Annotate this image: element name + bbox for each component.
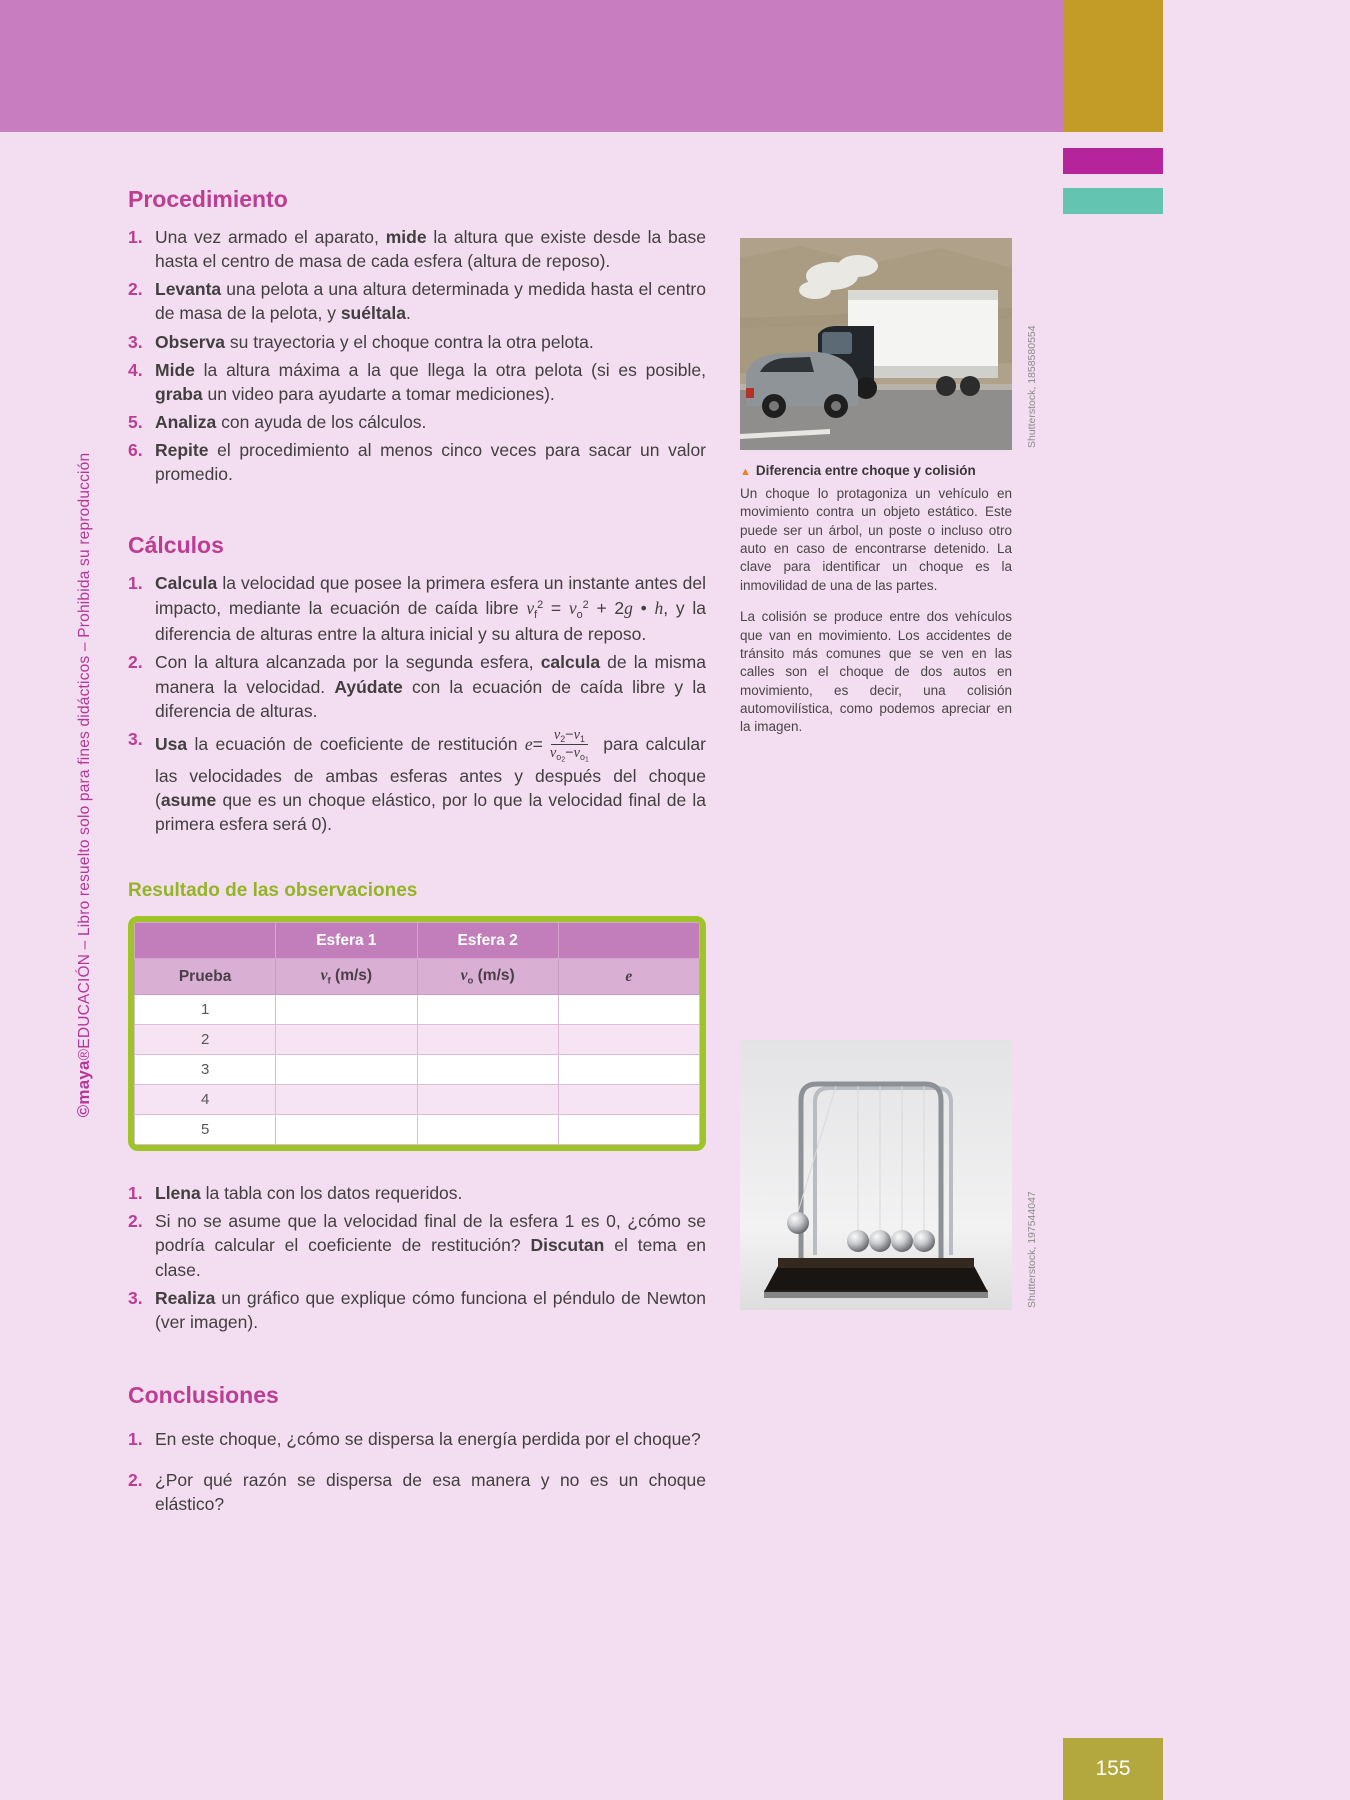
accent-bar-teal [1063, 188, 1163, 214]
list-item-text: Una vez armado el aparato, mide la altura que existe desde la base hasta el centro de masa de cada esfera (altura de reposo). [155, 227, 706, 272]
table-column-header: $v_f$ (m/s) [276, 959, 417, 995]
list-item-number: 2. [128, 1211, 143, 1232]
table-group-header: Esfera 2 [417, 923, 558, 959]
list-item [128, 650, 706, 722]
table-empty-cell [558, 1115, 699, 1145]
caption-title: Diferencia entre choque y colisión [755, 463, 976, 478]
list-item-number: 6. [128, 440, 143, 461]
list-item-text: Llena la tabla con los datos requeridos. [155, 1183, 463, 1204]
list-item-text: Calcula la velocidad que posee la primera esfera un instante antes del impacto, mediante la ecuación de caída libre $v_f^2 = v_o^2 + 2g$ • h, y la diferencia de alturas entre la altura inicial y su altura de reposo. [155, 573, 706, 645]
table-empty-cell [276, 1025, 417, 1055]
main-content [128, 186, 706, 1533]
list-item-text: Si no se asume que la velocidad final de la esfera 1 es 0, ¿cómo se podría calcular el coeficiente de restitución? Discutan el tema en clase. [155, 1211, 706, 1280]
table-row-label: 1 [135, 995, 276, 1025]
section-heading-resultados: Resultado de las observaciones [128, 880, 418, 902]
list-item-number: 4. [128, 359, 143, 380]
list-item [128, 571, 706, 646]
photo-credit-truck: Shutterstock, 1858580554 [1026, 325, 1038, 448]
list-item [128, 330, 706, 354]
list-item [128, 410, 706, 434]
table-group-header [558, 923, 699, 959]
table-empty-cell [276, 1085, 417, 1115]
list-item-number: 2. [128, 1470, 143, 1491]
newtons-cradle-photo [740, 1040, 1012, 1310]
page-number [1063, 1738, 1163, 1800]
table-empty-cell [417, 1055, 558, 1085]
table-row [135, 1085, 700, 1115]
page-number-text: 155 [1095, 1757, 1131, 1780]
section-heading-conclusiones: Conclusiones [128, 1381, 279, 1408]
table-row [135, 1025, 700, 1055]
table-column-header: $v_o$ (m/s) [417, 959, 558, 995]
table-empty-cell [417, 1025, 558, 1055]
results-table [128, 916, 706, 1151]
copyright-sidebar [74, 453, 94, 1118]
table-empty-cell [558, 1085, 699, 1115]
table-group-header: Esfera 1 [276, 923, 417, 959]
calculos-list [128, 571, 706, 836]
table-row-label: 3 [135, 1055, 276, 1085]
list-item-text: Analiza con ayuda de los cálculos. [155, 411, 427, 432]
list-item-text: Observa su trayectoria y el choque contra la otra pelota. [155, 331, 594, 352]
list-item-number: 3. [128, 728, 143, 749]
table-empty-cell [276, 995, 417, 1025]
table-empty-cell [276, 1055, 417, 1085]
conclusiones-list [128, 1427, 706, 1516]
corner-accent-gold [1063, 0, 1163, 132]
list-item-text: Mide la altura máxima a la que llega la otra pelota (si es posible, graba un video para ayudarte a tomar mediciones). [155, 359, 706, 404]
table-row [135, 1115, 700, 1145]
photo-caption [740, 463, 1012, 737]
table-row-label: 5 [135, 1115, 276, 1145]
copyright-text: ®EDUCACIÓN – Libro resuelto solo para fines didácticos – Prohibida su reproducción [76, 452, 93, 1061]
list-item [128, 1181, 706, 1205]
list-item [128, 438, 706, 486]
list-item-number: 5. [128, 411, 143, 432]
table-column-header: e [558, 959, 699, 995]
list-item [128, 1427, 706, 1451]
photo-credit-cradle: Shutterstock, 197544047 [1026, 1191, 1038, 1308]
section-heading-procedimiento: Procedimiento [128, 186, 288, 212]
list-item-text: En este choque, ¿cómo se dispersa la energía perdida por el choque? [155, 1428, 701, 1449]
table-empty-cell [558, 995, 699, 1025]
section-heading-calculos: Cálculos [128, 532, 224, 559]
list-item-text: Con la altura alcanzada por la segunda esfera, calcula de la misma manera la velocidad. Ayúdate con la ecuación de caída libre y la diferencia de alturas. [155, 652, 706, 721]
table-column-header: Prueba [135, 959, 276, 995]
table-row-label: 2 [135, 1025, 276, 1055]
list-item-number: 2. [128, 652, 143, 673]
table-group-header [135, 923, 276, 959]
list-item [128, 358, 706, 406]
list-item-number: 1. [128, 573, 143, 594]
table-empty-cell [558, 1025, 699, 1055]
table-empty-cell [417, 1085, 558, 1115]
list-item-text: Usa la ecuación de coeficiente de restitución e= $\frac{v_2-v_1}{v_{o2}-v_{o1}}$ para calcular las velocidades de ambas esferas antes y después del choque (asume que es un choque elástico, por lo que la velocidad final de la primera esfera será 0). [155, 726, 706, 834]
procedimiento-list [128, 225, 706, 486]
table-row [135, 1055, 700, 1085]
list-item [128, 225, 706, 273]
table-empty-cell [276, 1115, 417, 1145]
results-table-grid [134, 922, 700, 1145]
table-empty-cell [417, 995, 558, 1025]
list-item-text: Repite el procedimiento al menos cinco veces para sacar un valor promedio. [155, 440, 706, 485]
list-item [128, 1209, 706, 1281]
sidebar-column [740, 238, 1038, 1308]
table-empty-cell [417, 1115, 558, 1145]
list-item-number: 1. [128, 1428, 143, 1449]
table-empty-cell [558, 1055, 699, 1085]
list-item [128, 1468, 706, 1516]
top-banner [0, 0, 1063, 132]
caption-paragraph-2: La colisión se produce entre dos vehículos que van en movimiento. Los accidentes de tránsito más comunes que se ven en las calles son el choque de dos autos en movimiento, es decir, una colisión automovilística, como podemos apreciar en la imagen. [740, 609, 1012, 735]
caption-paragraph-1: Un choque lo protagoniza un vehículo en movimiento contra un objeto estático. Este puede ser un árbol, un poste o incluso otro auto en caso de encontrarse detenido. La clave para identificar un choque es la inmovilidad de una de las partes. [740, 486, 1012, 593]
truck-collision-photo [740, 238, 1012, 450]
list-item-number: 1. [128, 1183, 143, 1204]
table-row-label: 4 [135, 1085, 276, 1115]
list-item-number: 3. [128, 1287, 143, 1308]
list-item-number: 3. [128, 331, 143, 352]
list-item [128, 277, 706, 325]
list-item-text: Levanta una pelota a una altura determinada y medida hasta el centro de masa de la pelota, y suéltala. [155, 279, 706, 324]
list-item [128, 727, 706, 836]
list-item [128, 1286, 706, 1334]
list-item-text: ¿Por qué razón se dispersa de esa manera y no es un choque elástico? [155, 1470, 706, 1515]
list-item-text: Realiza un gráfico que explique cómo funciona el péndulo de Newton (ver imagen). [155, 1287, 706, 1332]
caption-triangle-icon: ▲ [740, 466, 751, 478]
list-item-number: 2. [128, 279, 143, 300]
accent-bar-magenta [1063, 148, 1163, 174]
resultados-list [128, 1181, 706, 1334]
publisher-logo: ©maya [74, 1060, 93, 1118]
list-item-number: 1. [128, 227, 143, 247]
table-row [135, 995, 700, 1025]
